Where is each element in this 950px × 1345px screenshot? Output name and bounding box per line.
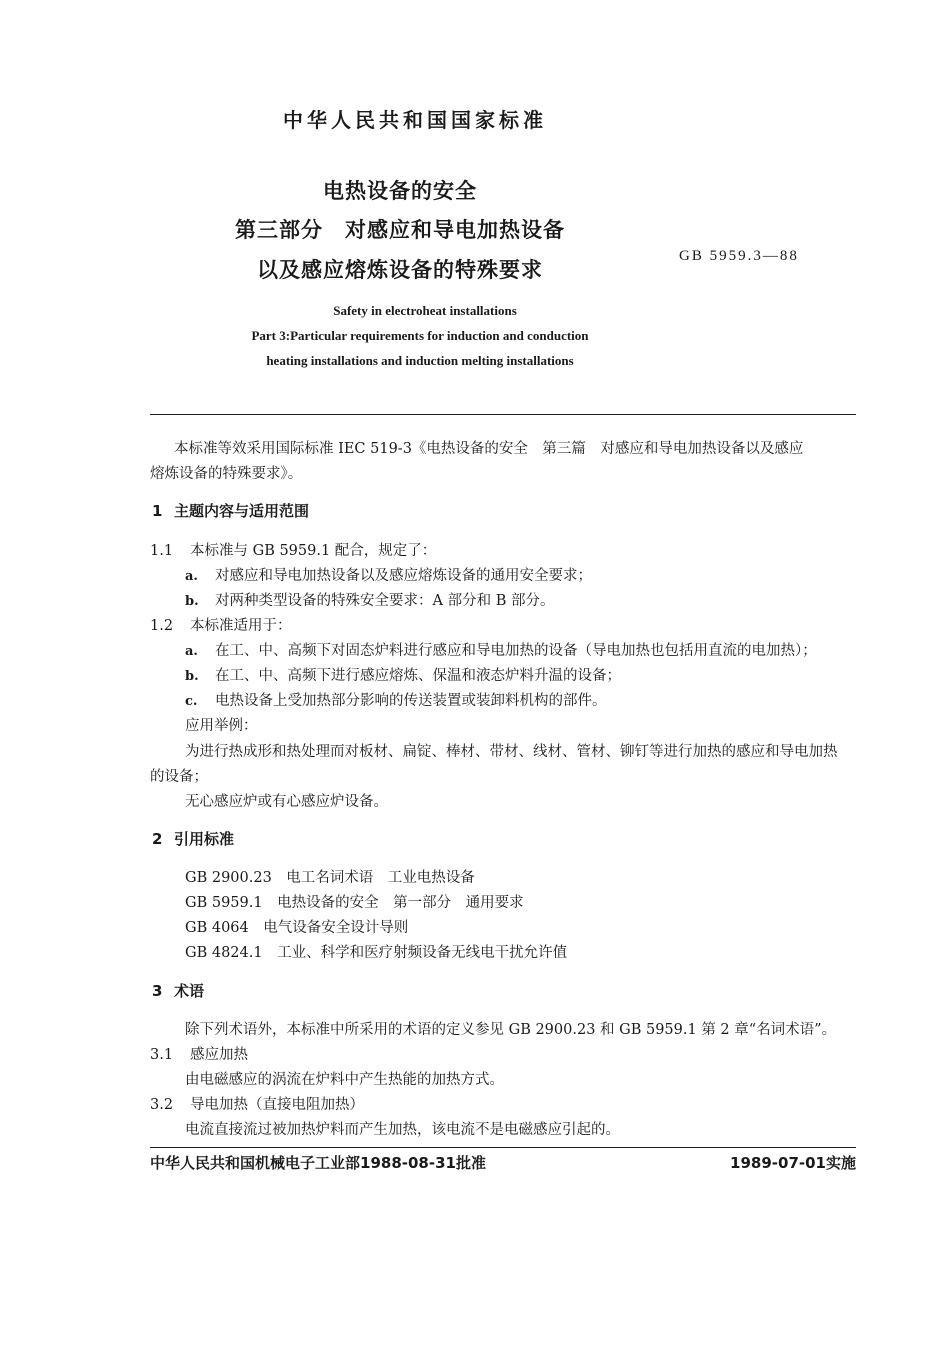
item-label: b. bbox=[185, 594, 199, 609]
examples-label: 应用举例： bbox=[185, 718, 258, 734]
example-1-line-1: 为进行热成形和热处理而对板材、扁锭、棒材、带材、线材、管材、铆钉等进行加热的感应和导电加热 bbox=[185, 744, 838, 760]
item-label: a. bbox=[185, 644, 198, 659]
standard-header: 中华人民共和国国家标准 bbox=[283, 108, 547, 132]
reference-item: GB 5959.1 电热设备的安全 第一部分 通用要求 bbox=[185, 895, 524, 911]
item-text: 在工、中、高频下进行感应熔炼、保温和液态炉料升温的设备； bbox=[215, 668, 621, 684]
intro-line-2: 熔炼设备的特殊要求》。 bbox=[150, 466, 303, 482]
title-line-1: 电热设备的安全 bbox=[323, 179, 477, 203]
item-text: 对两种类型设备的特殊安全要求：A 部分和 B 部分。 bbox=[215, 593, 555, 609]
item-text: 在工、中、高频下对固态炉料进行感应和导电加热的设备（导电加热也包括用直流的电加热）； bbox=[215, 643, 817, 659]
english-title-line-2: Part 3:Particular requirements for induction and conduction bbox=[251, 328, 589, 343]
title-line-3: 以及感应熔炼设备的特殊要求 bbox=[257, 258, 543, 282]
section-title: 引用标准 bbox=[174, 830, 235, 848]
list-item bbox=[185, 639, 817, 660]
term-number: 3.2 bbox=[150, 1097, 174, 1113]
list-item bbox=[185, 664, 621, 685]
reference-item: GB 4824.1 工业、科学和医疗射频设备无线电干扰允许值 bbox=[185, 945, 568, 961]
list-item bbox=[185, 589, 554, 610]
approval-info: 中华人民共和国机械电子工业部1988-08-31批准 bbox=[150, 1154, 486, 1172]
term-name: 感应加热 bbox=[190, 1047, 248, 1063]
title-line-2: 第三部分 对感应和导电加热设备 bbox=[235, 218, 565, 242]
example-1-line-2: 的设备； bbox=[150, 769, 208, 785]
english-title-line-1: Safety in electroheat installations bbox=[333, 303, 517, 318]
section-2-heading bbox=[152, 828, 234, 849]
item-label: a. bbox=[185, 569, 198, 584]
clause-1-2 bbox=[150, 614, 292, 635]
section-number: 2 bbox=[152, 830, 163, 848]
term-number: 3.1 bbox=[150, 1047, 174, 1063]
example-2: 无心感应炉或有心感应炉设备。 bbox=[185, 794, 388, 810]
english-title-line-3: heating installations and induction melting installations bbox=[266, 353, 574, 368]
top-divider bbox=[150, 414, 856, 415]
intro-line-1: 本标准等效采用国际标准 IEC 519-3《电热设备的安全 第三篇 对感应和导电加热设备以及感应 bbox=[174, 441, 804, 457]
term-item bbox=[150, 1043, 248, 1064]
section-number: 3 bbox=[152, 982, 163, 1000]
item-text: 电热设备上受加热部分影响的传送装置或装卸料机构的部件。 bbox=[215, 693, 607, 709]
terms-intro: 除下列术语外，本标准中所采用的术语的定义参见 GB 2900.23 和 GB 5959.1 第 2 章“名词术语”。 bbox=[185, 1022, 837, 1038]
clause-text: 本标准与 GB 5959.1 配合，规定了： bbox=[190, 543, 437, 559]
term-item bbox=[150, 1093, 364, 1114]
list-item bbox=[185, 689, 607, 710]
section-number: 1 bbox=[152, 502, 163, 520]
section-1-heading bbox=[152, 500, 309, 521]
section-title: 主题内容与适用范围 bbox=[174, 502, 310, 520]
item-text: 对感应和导电加热设备以及感应熔炼设备的通用安全要求； bbox=[215, 568, 592, 584]
clause-number: 1.2 bbox=[150, 618, 174, 634]
reference-item: GB 4064 电气设备安全设计导则 bbox=[185, 920, 409, 936]
section-title: 术语 bbox=[174, 982, 205, 1000]
footer-divider bbox=[150, 1147, 856, 1148]
term-name: 导电加热（直接电阻加热） bbox=[190, 1097, 364, 1113]
standard-number: GB 5959.3—88 bbox=[679, 248, 799, 264]
section-3-heading bbox=[152, 980, 204, 1001]
effective-date: 1989-07-01实施 bbox=[730, 1154, 856, 1172]
item-label: c. bbox=[185, 694, 198, 709]
item-label: b. bbox=[185, 669, 199, 684]
clause-number: 1.1 bbox=[150, 543, 174, 559]
term-definition: 由电磁感应的涡流在炉料中产生热能的加热方式。 bbox=[185, 1072, 504, 1088]
list-item bbox=[185, 564, 592, 585]
term-definition: 电流直接流过被加热炉料而产生加热，该电流不是电磁感应引起的。 bbox=[185, 1122, 620, 1138]
clause-1-1 bbox=[150, 539, 436, 560]
clause-text: 本标准适用于： bbox=[190, 618, 292, 634]
reference-item: GB 2900.23 电工名词术语 工业电热设备 bbox=[185, 870, 475, 886]
